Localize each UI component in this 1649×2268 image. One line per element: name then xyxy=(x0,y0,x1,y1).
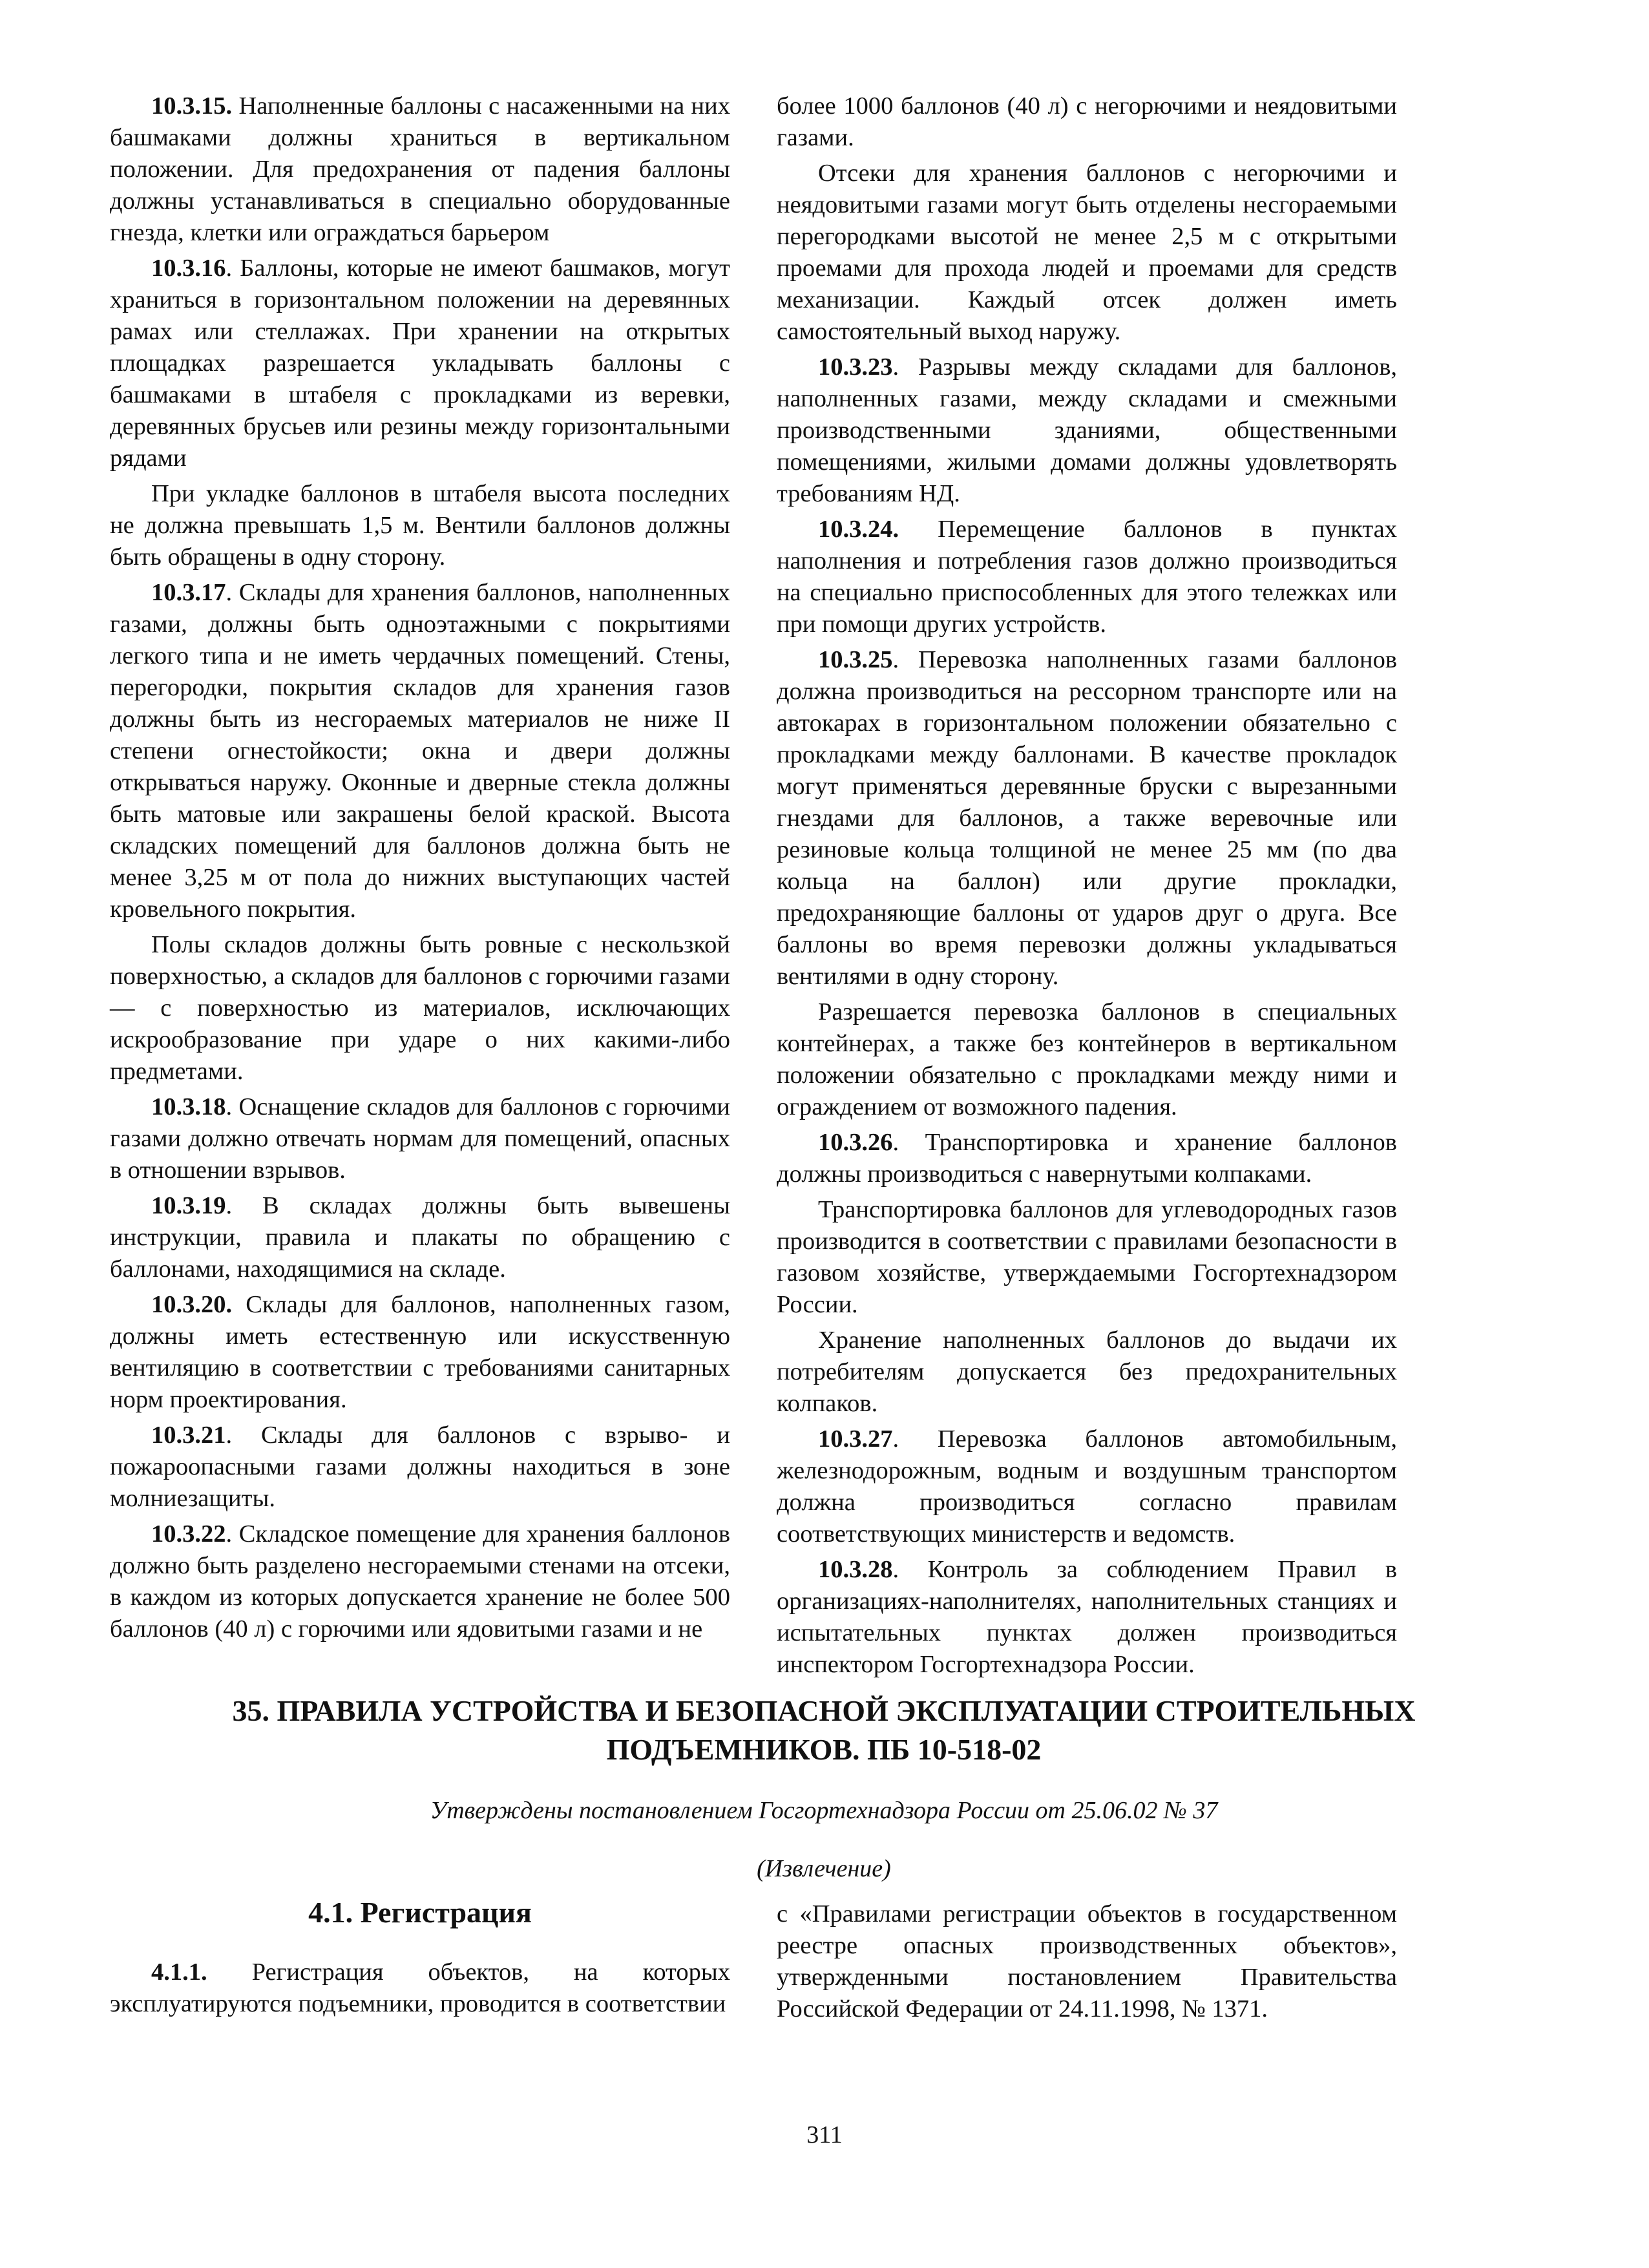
paragraph xyxy=(110,929,730,1087)
paragraph xyxy=(110,577,730,925)
paragraph-text: . В складах должны быть вывешены инструкции, правила и плакаты по обращению с баллонами, находящимися на складе. xyxy=(110,1192,730,1283)
clause-number: 10.3.25 xyxy=(818,646,893,673)
paragraph-text: Полы складов должны быть ровные с нескользкой поверхностью, а складов для баллонов с горючими газами — с поверхностью из материалов, исключающих искрообразование при ударе о них какими-либо предметами. xyxy=(110,931,730,1085)
paragraph-text: Отсеки для хранения баллонов с негорючими и неядовитыми газами могут быть отделены несгораемыми перегородками высотой не менее 2,5 м с открытыми проемами для прохода людей и проемами для средств механизации. Каждый отсек должен иметь самостоятельный выход наружу. xyxy=(777,160,1397,345)
clause-number: 10.3.18 xyxy=(151,1093,226,1120)
clause-number: 10.3.21 xyxy=(151,1422,226,1449)
paragraph-text: При укладке баллонов в штабеля высота последних не должна превышать 1,5 м. Вентили баллонов должны быть обращены в одну сторону. xyxy=(110,480,730,571)
paragraph-text: более 1000 баллонов (40 л) с негорючими и неядовитыми газами. xyxy=(777,92,1397,151)
approval-line: Утверждены постановлением Госгортехнадзора России от 25.06.02 № 37 xyxy=(430,1797,1218,1824)
paragraph xyxy=(777,158,1397,348)
paragraph xyxy=(777,90,1397,154)
clause-number: 10.3.26 xyxy=(818,1129,893,1156)
clause-number: 10.3.19 xyxy=(151,1192,226,1219)
left-column xyxy=(110,90,730,1649)
section-right-column xyxy=(777,1898,1397,2029)
page-number: 311 xyxy=(806,2121,843,2148)
clause-number: 10.3.15. xyxy=(151,92,233,120)
clause-number: 10.3.16 xyxy=(151,255,226,282)
clause-number: 10.3.28 xyxy=(818,1556,893,1583)
paragraph-text: Перемещение баллонов в пунктах наполнения и потребления газов должно производиться на специально приспособленных для этого тележках или при помощи других устройств. xyxy=(777,516,1397,638)
paragraph xyxy=(110,1518,730,1645)
paragraph-text: с «Правилами регистрации объектов в государственном реестре опасных производственных объектов», утвержденными постановлением Правительства Российской Федерации от 24.11.1998, № 1371. xyxy=(777,1900,1397,2022)
clause-number: 10.3.20. xyxy=(151,1291,233,1318)
paragraph-text: Разрешается перевозка баллонов в специальных контейнерах, а также без контейнеров в вертикальном положении обязательно с прокладками между ними и ограждением от возможного падения. xyxy=(777,998,1397,1120)
paragraph xyxy=(777,996,1397,1123)
paragraph xyxy=(777,352,1397,510)
paragraph-text: Наполненные баллоны с насаженными на них башмаками должны храниться в вертикальном положении. Для предохранения от падения баллоны должны устанавливаться в специально оборудованные гнезда, клетки или ограждаться барьером xyxy=(110,92,730,246)
paragraph-text: . Склады для баллонов с взрыво- и пожароопасными газами должны находиться в зоне молниезащиты. xyxy=(110,1422,730,1512)
paragraph xyxy=(777,1325,1397,1420)
paragraph xyxy=(110,1420,730,1515)
paragraph-text: . Транспортировка и хранение баллонов должны производиться с навернутыми колпаками. xyxy=(777,1129,1397,1188)
paragraph xyxy=(110,1091,730,1186)
clause-number: 10.3.22 xyxy=(151,1520,226,1548)
paragraph-text: . Склады для хранения баллонов, наполненных газами, должны быть одноэтажными с покрытиями легкого типа и не иметь чердачных помещений. Стены, перегородки, покрытия складов для хранения газов должны быть из несгораемых материалов не ниже II степени огнестойкости; окна и двери должны открываться наружу. Оконные и дверные стекла должны быть матовые или закрашены белой краской. Высота складских помещений для баллонов должна быть не менее 3,25 м от пола до нижних выступающих частей кровельного покрытия. xyxy=(110,579,730,923)
paragraph-text: . Перевозка наполненных газами баллонов должна производиться на рессорном транспорте или на автокарах в горизонтальном положении обязательно с прокладками между баллонами. В качестве прокладок могут применяться деревянные бруски с вырезанными гнездами для баллонов, а также веревочные или резиновые кольца толщиной не менее 25 мм (по два кольца на баллон) или другие прокладки, предохраняющие баллоны от ударов друг о друга. Все баллоны во время перевозки должны укладываться вентилями в одну сторону. xyxy=(777,646,1397,990)
clause-number: 4.1.1. xyxy=(151,1958,207,1986)
paragraph xyxy=(110,253,730,474)
extract-note: (Извлечение) xyxy=(757,1855,891,1882)
paragraph xyxy=(777,1127,1397,1190)
paragraph-text: . Оснащение складов для баллонов с горючими газами должно отвечать нормам для помещений, опасных в отношении взрывов. xyxy=(110,1093,730,1184)
paragraph xyxy=(777,514,1397,640)
paragraph xyxy=(777,1554,1397,1681)
clause-number: 10.3.24. xyxy=(818,516,899,543)
paragraph-text: Транспортировка баллонов для углеводородных газов производится в соответствии с правилами безопасности в газовом хозяйстве, утверждаемыми Госгортехнадзором России. xyxy=(777,1196,1397,1318)
paragraph-text: . Перевозка баллонов автомобильным, железнодорожным, водным и воздушным транспортом должна производиться согласно правилам соответствующих министерств и ведомств. xyxy=(777,1425,1397,1548)
paragraph xyxy=(110,90,730,249)
section-title: 4.1. Регистрация xyxy=(308,1896,532,1929)
paragraph xyxy=(110,1190,730,1285)
document-heading: 35. ПРАВИЛА УСТРОЙСТВА И БЕЗОПАСНОЙ ЭКСПЛУАТАЦИИ СТРОИТЕЛЬНЫХ ПОДЪЕМНИКОВ. ПБ 10-518-02 xyxy=(232,1694,1416,1766)
paragraph xyxy=(110,1289,730,1416)
paragraph-text: Регистрация объектов, на которых эксплуатируются подъемники, проводится в соответствии xyxy=(110,1958,730,2017)
paragraph xyxy=(777,1898,1397,2025)
clause-number: 10.3.27 xyxy=(818,1425,893,1453)
paragraph-text: . Складское помещение для хранения баллонов должно быть разделено несгораемыми стенами на отсеки, в каждом из которых допускается хранение не более 500 баллонов (40 л) с горючими или ядовитыми газами и не xyxy=(110,1520,730,1643)
section-left-column xyxy=(110,1957,730,2024)
paragraph xyxy=(110,1957,730,2020)
clause-number: 10.3.23 xyxy=(818,353,893,381)
paragraph xyxy=(777,1194,1397,1321)
paragraph-text: . Контроль за соблюдением Правил в организациях-наполнителях, наполнительных станциях и испытательных пунктах должен производиться инспектором Госгортехнадзора России. xyxy=(777,1556,1397,1678)
paragraph xyxy=(777,1423,1397,1550)
paragraph-text: . Разрывы между складами для баллонов, наполненных газами, между складами и смежными производственными зданиями, общественными помещениями, жилыми домами должны удовлетворять требованиям НД. xyxy=(777,353,1397,507)
clause-number: 10.3.17 xyxy=(151,579,226,606)
paragraph-text: . Баллоны, которые не имеют башмаков, могут храниться в горизонтальном положении на деревянных рамах или стеллажах. При хранении на открытых площадках разрешается укладывать баллоны с башмаками в штабеля с прокладками из веревки, деревянных брусьев или резины между горизонтальными рядами xyxy=(110,255,730,472)
paragraph-text: Склады для баллонов, наполненных газом, должны иметь естественную или искусственную вентиляцию в соответствии с требованиями санитарных норм проектирования. xyxy=(110,1291,730,1413)
right-column xyxy=(777,90,1397,1685)
paragraph xyxy=(777,644,1397,992)
paragraph-text: Хранение наполненных баллонов до выдачи их потребителям допускается без предохранительных колпаков. xyxy=(777,1327,1397,1417)
paragraph xyxy=(110,478,730,573)
